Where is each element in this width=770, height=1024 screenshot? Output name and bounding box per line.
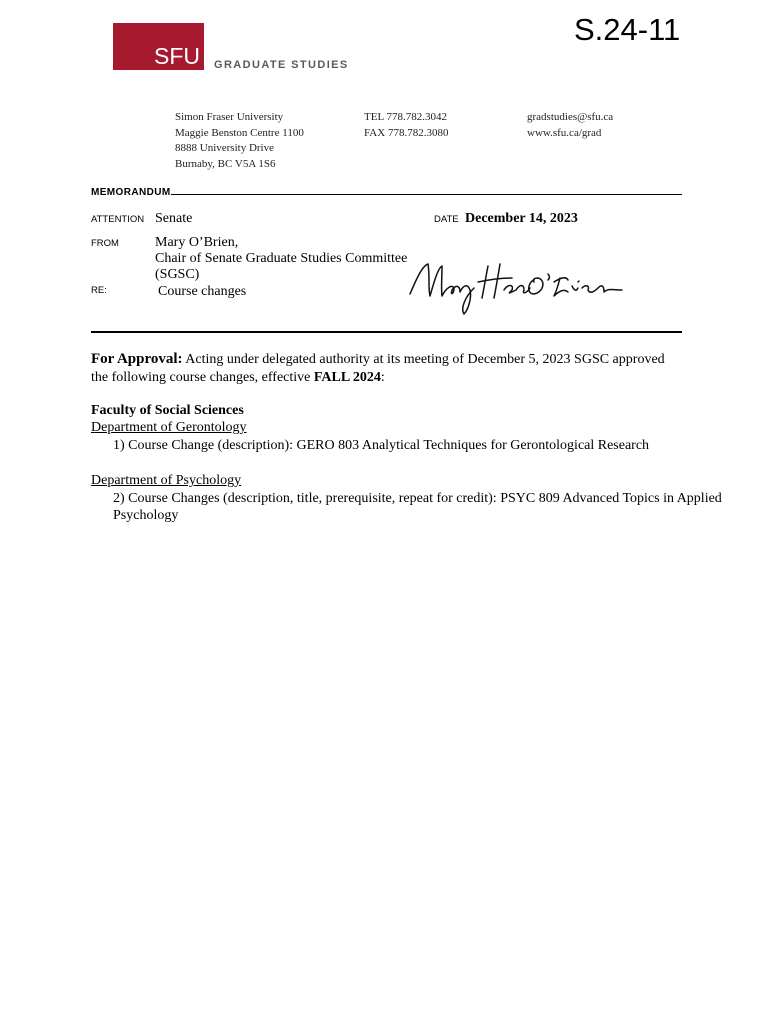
approval-text-2: the following course changes, effective [91, 370, 314, 385]
approval-label: For Approval: [91, 351, 183, 367]
approval-paragraph [91, 350, 665, 387]
list-item: 1) Course Change (description): GERO 803 Analytical Techniques for Gerontological Research [113, 438, 650, 453]
date-value: December 14, 2023 [465, 211, 578, 226]
unit-name: GRADUATE STUDIES [214, 59, 349, 71]
list-item-continued: Psychology [113, 508, 179, 523]
address-block [175, 110, 304, 172]
approval-colon: : [380, 370, 385, 385]
from-name: Mary O’Brien, [155, 235, 239, 250]
address-line: Simon Fraser University [175, 111, 284, 123]
phone-line: TEL 778.782.3042 [364, 111, 447, 123]
dept-psychology: Department of Psychology [91, 473, 242, 488]
faculty-heading: Faculty of Social Sciences [91, 403, 244, 418]
effective-term: FALL 2024 [313, 370, 381, 385]
address-line: Maggie Benston Centre 1100 [175, 126, 304, 139]
re-value: Course changes [158, 284, 247, 299]
attention-label: ATTENTION [91, 214, 145, 225]
address-line: Burnaby, BC V5A 1S6 [175, 157, 276, 170]
memo-divider [171, 194, 682, 195]
address-line: 8888 University Drive [175, 142, 274, 154]
logo-text: SFU [154, 43, 200, 69]
date-label: DATE [434, 214, 459, 225]
re-label: RE: [91, 285, 107, 296]
from-block [155, 235, 407, 283]
email-link[interactable]: gradstudies@sfu.ca [527, 111, 614, 123]
fax-line: FAX 778.782.3080 [364, 126, 449, 139]
from-label: FROM [91, 238, 119, 249]
header-rule [91, 331, 682, 333]
attention-value: Senate [155, 211, 193, 226]
signature [408, 258, 626, 318]
phone-block [364, 110, 448, 141]
from-title: Chair of Senate Graduate Studies Committee [155, 251, 408, 266]
sfu-logo [113, 23, 204, 70]
dept-gerontology: Department of Gerontology [91, 420, 247, 435]
contact-block [527, 110, 613, 141]
list-item: 2) Course Changes (description, title, prerequisite, repeat for credit): PSYC 809 Advanced Topics in Applied [113, 491, 722, 506]
from-committee: (SGSC) [155, 267, 200, 282]
approval-text: Acting under delegated authority at its meeting of December 5, 2023 SGSC approved [182, 352, 665, 367]
document-number: S.24-11 [574, 12, 681, 47]
website-link[interactable]: www.sfu.ca/grad [527, 126, 602, 139]
memo-heading: MEMORANDUM [91, 187, 171, 198]
